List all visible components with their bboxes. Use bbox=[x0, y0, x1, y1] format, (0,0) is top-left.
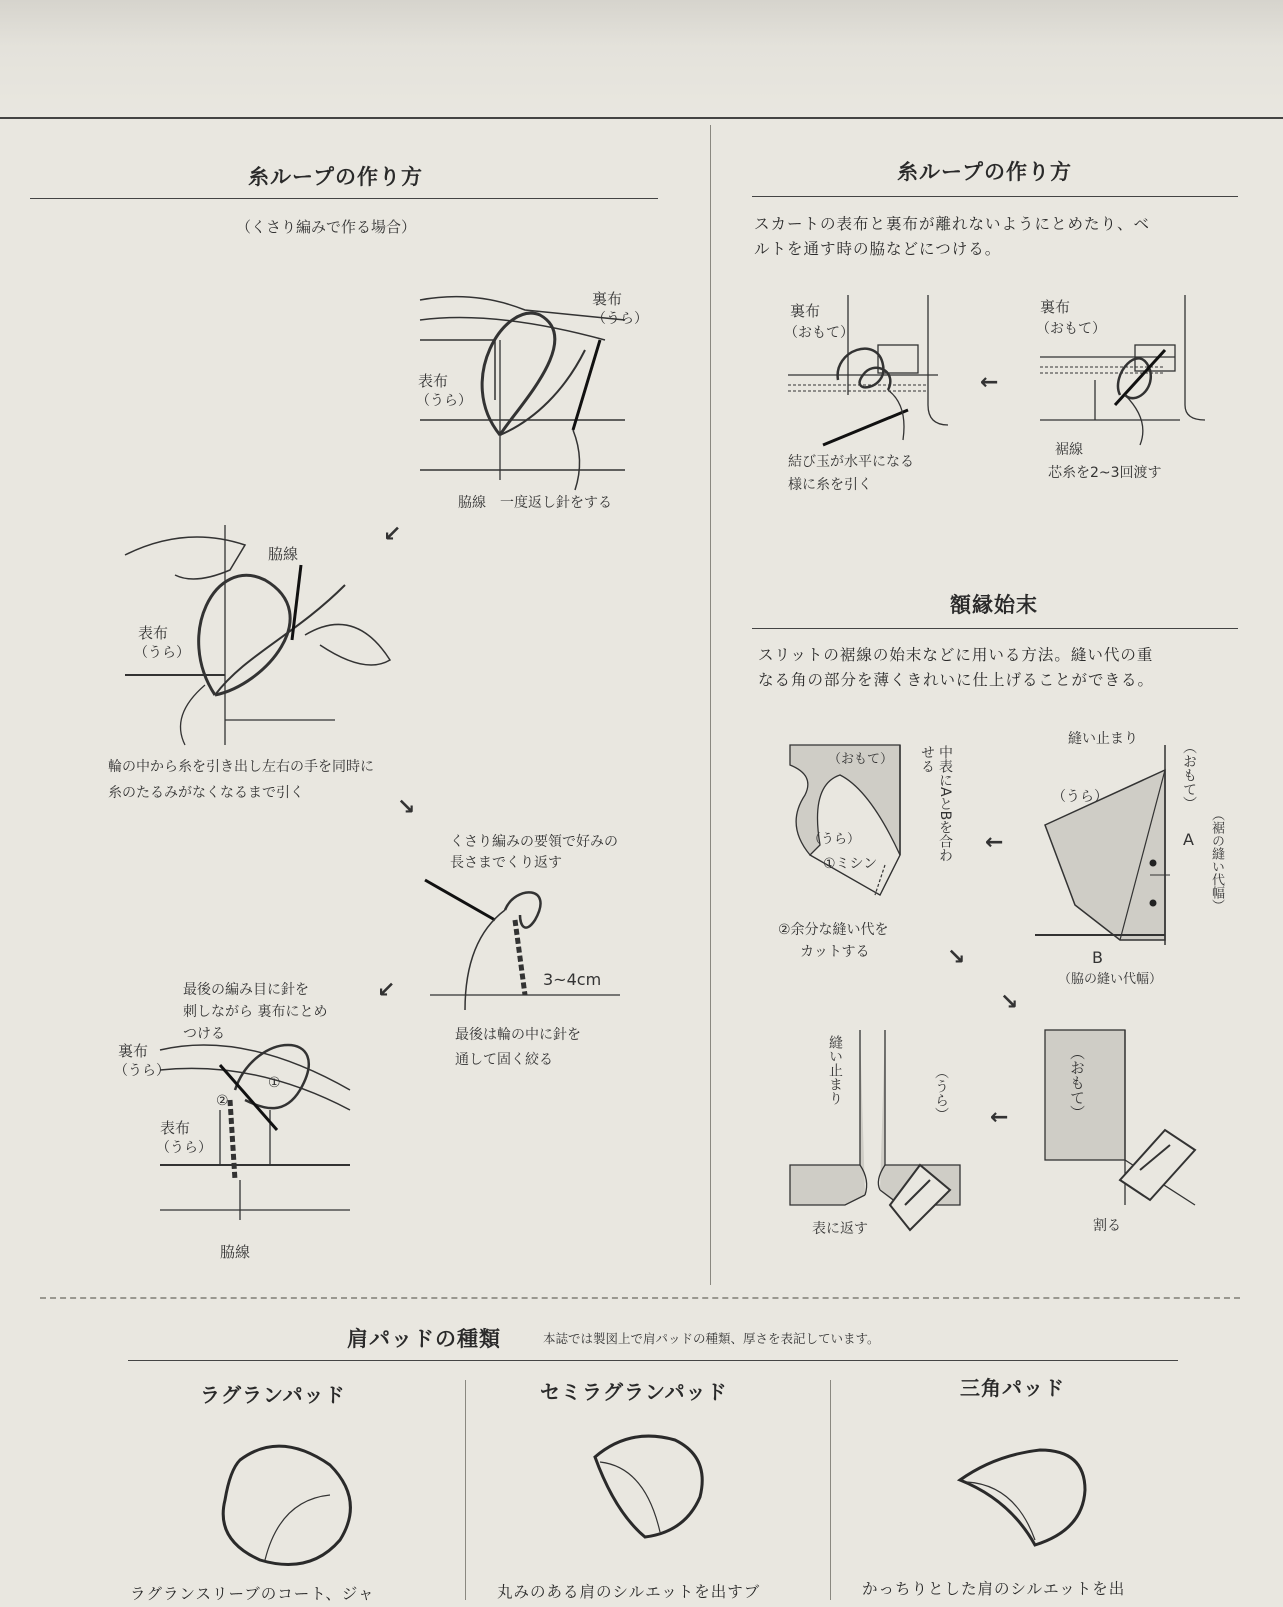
loop-right-caption-line1: 裾線 bbox=[1055, 442, 1083, 458]
fig3-omote-label: （おもて） bbox=[1068, 1045, 1086, 1120]
loop-left-label: 裏布 bbox=[790, 302, 821, 320]
step1-omote-label: 表布 bbox=[418, 372, 449, 390]
fig2-instruction: 中表にAとBを合わせる bbox=[919, 745, 953, 863]
step4-caption-line2: 刺しながら 裏布にとめ bbox=[183, 1004, 328, 1020]
pad-3-desc: かっちりとした肩のシルエットを出 bbox=[862, 1580, 1126, 1598]
frame-figure-1 bbox=[1035, 745, 1170, 945]
pad-2-desc: 丸みのある肩のシルエットを出すブ bbox=[497, 1583, 761, 1601]
step4-mark-2: ② bbox=[216, 1093, 229, 1109]
right-bottom-text-line2: なる角の部分を薄くきれいに仕上げることができる。 bbox=[758, 671, 1155, 689]
loop-right-label-side: （おもて） bbox=[1036, 321, 1106, 337]
left-title-rule bbox=[30, 198, 658, 199]
fig1-ura-label: （うら） bbox=[1052, 789, 1108, 805]
step1-omote-side: （うら） bbox=[416, 393, 472, 409]
right-bottom-title: 額縁始末 bbox=[950, 593, 1038, 617]
pad-1-desc: ラグランスリーブのコート、ジャ bbox=[130, 1585, 375, 1603]
step3-caption-bottom-line1: 最後は輪の中に針を bbox=[455, 1027, 581, 1043]
arrow-step2-to-step3: ↘ bbox=[397, 795, 416, 820]
fig3-caption: 割る bbox=[1093, 1218, 1121, 1234]
step1-ura-side: （うら） bbox=[592, 311, 648, 327]
pad-separator-1 bbox=[465, 1380, 466, 1600]
top-rule bbox=[0, 117, 1283, 119]
right-bottom-title-rule bbox=[752, 628, 1238, 629]
left-subtitle: （くさり編みで作る場合） bbox=[236, 218, 417, 236]
page-top-margin bbox=[0, 0, 1283, 118]
loop-left-caption-line2: 様に糸を引く bbox=[788, 477, 872, 493]
arrow-fig3-to-fig4: ← bbox=[990, 1105, 1009, 1130]
arrow-fig1-to-fig2: ← bbox=[985, 830, 1004, 855]
fig1-b-label: B bbox=[1092, 948, 1103, 967]
arrow-step1-to-step2: ↙ bbox=[383, 522, 402, 547]
fig4-stop-label: 縫い止まり bbox=[827, 1035, 843, 1105]
shoulder-pad-note: 本誌では製図上で肩パッドの種類、厚さを表記しています。 bbox=[543, 1331, 880, 1346]
arrow-loop-right-to-left: ← bbox=[980, 370, 999, 395]
fig2-machine-label: ①ミシン bbox=[823, 856, 878, 872]
step3-length-label: 3~4cm bbox=[543, 970, 602, 989]
column-separator bbox=[710, 125, 711, 1285]
fig1-side-allowance-label: （脇の縫い代幅） bbox=[1058, 972, 1163, 987]
fig2-cut-line2: カットする bbox=[800, 944, 870, 960]
arrow-fig2-down: ↘ bbox=[947, 945, 966, 970]
shoulder-pad-title: 肩パッドの種類 bbox=[347, 1327, 501, 1351]
step4-caption-line3: つける bbox=[183, 1026, 225, 1042]
arrow-step3-to-step4: ↙ bbox=[377, 978, 396, 1003]
frame-figure-4 bbox=[790, 1030, 960, 1230]
fig2-ura-label: （うら） bbox=[808, 832, 861, 847]
right-bottom-text-line1: スリットの裾線の始末などに用いる方法。縫い代の重 bbox=[758, 646, 1154, 664]
shoulder-pad-rule bbox=[128, 1360, 1178, 1361]
step2-caption-line2: 糸のたるみがなくなるまで引く bbox=[108, 785, 304, 801]
step4-mark-1: ① bbox=[268, 1075, 281, 1091]
step3-caption-bottom-line2: 通して固く絞る bbox=[455, 1052, 553, 1068]
pad-2-name: セミラグランパッド bbox=[540, 1380, 728, 1404]
fig1-omote-label: （おもて） bbox=[1181, 740, 1197, 810]
step1-ura-label: 裏布 bbox=[592, 290, 623, 308]
raglan-pad-shape bbox=[220, 1440, 360, 1570]
step4-ura-side: （うら） bbox=[114, 1063, 170, 1079]
loop-right-label: 裏布 bbox=[1040, 298, 1071, 316]
step2-caption-line1: 輪の中から糸を引き出し左右の手を同時に bbox=[108, 759, 374, 775]
step2-omote-side: （うら） bbox=[134, 645, 190, 661]
step4-caption-line1: 最後の編み目に針を bbox=[183, 982, 309, 998]
step4-omote-label: 表布 bbox=[160, 1119, 191, 1137]
step2-side-line-label: 脇線 bbox=[268, 545, 299, 563]
section-divider bbox=[40, 1297, 1240, 1299]
fig1-a-label: A bbox=[1183, 830, 1194, 849]
step1-caption: 脇線 一度返し針をする bbox=[458, 495, 612, 511]
pad-3-name: 三角パッド bbox=[960, 1376, 1065, 1400]
right-top-text-line1: スカートの表布と裏布が離れないようにとめたり、ベ bbox=[754, 215, 1151, 233]
fig1-hem-allowance-label: （裾の縫い代幅） bbox=[1209, 808, 1224, 912]
loop-right-caption-line2: 芯糸を2~3回渡す bbox=[1048, 465, 1162, 481]
step4-ura-label: 裏布 bbox=[118, 1042, 149, 1060]
fig4-caption: 表に返す bbox=[812, 1221, 868, 1237]
step4-omote-side: （うら） bbox=[156, 1140, 212, 1156]
arrow-fig2-to-fig3: ↘ bbox=[1000, 990, 1019, 1015]
right-top-title-rule bbox=[752, 196, 1238, 197]
loop-left-label-side: （おもて） bbox=[784, 325, 854, 341]
triangle-pad-shape bbox=[955, 1440, 1095, 1550]
step3-illustration bbox=[425, 880, 625, 1025]
step3-caption-top-line2: 長さまでくり返す bbox=[450, 855, 562, 871]
step2-omote-label: 表布 bbox=[138, 624, 169, 642]
fig2-omote-label: （おもて） bbox=[828, 752, 894, 767]
fig2-cut-line1: ②余分な縫い代を bbox=[778, 922, 889, 938]
right-top-text-line2: ルトを通す時の脇などにつける。 bbox=[754, 240, 1002, 258]
left-section-title: 糸ループの作り方 bbox=[248, 165, 423, 189]
fig1-stop-label: 縫い止まり bbox=[1068, 731, 1138, 747]
step3-caption-top-line1: くさり編みの要領で好みの bbox=[450, 834, 618, 850]
loop-left-caption-line1: 結び玉が水平になる bbox=[788, 454, 914, 470]
semi-raglan-pad-shape bbox=[590, 1432, 710, 1542]
step4-side-line-label: 脇線 bbox=[220, 1243, 251, 1261]
pad-separator-2 bbox=[830, 1380, 831, 1600]
right-top-title: 糸ループの作り方 bbox=[897, 160, 1072, 184]
fig4-ura-label: （うら） bbox=[933, 1065, 949, 1121]
pad-1-name: ラグランパッド bbox=[200, 1383, 346, 1407]
